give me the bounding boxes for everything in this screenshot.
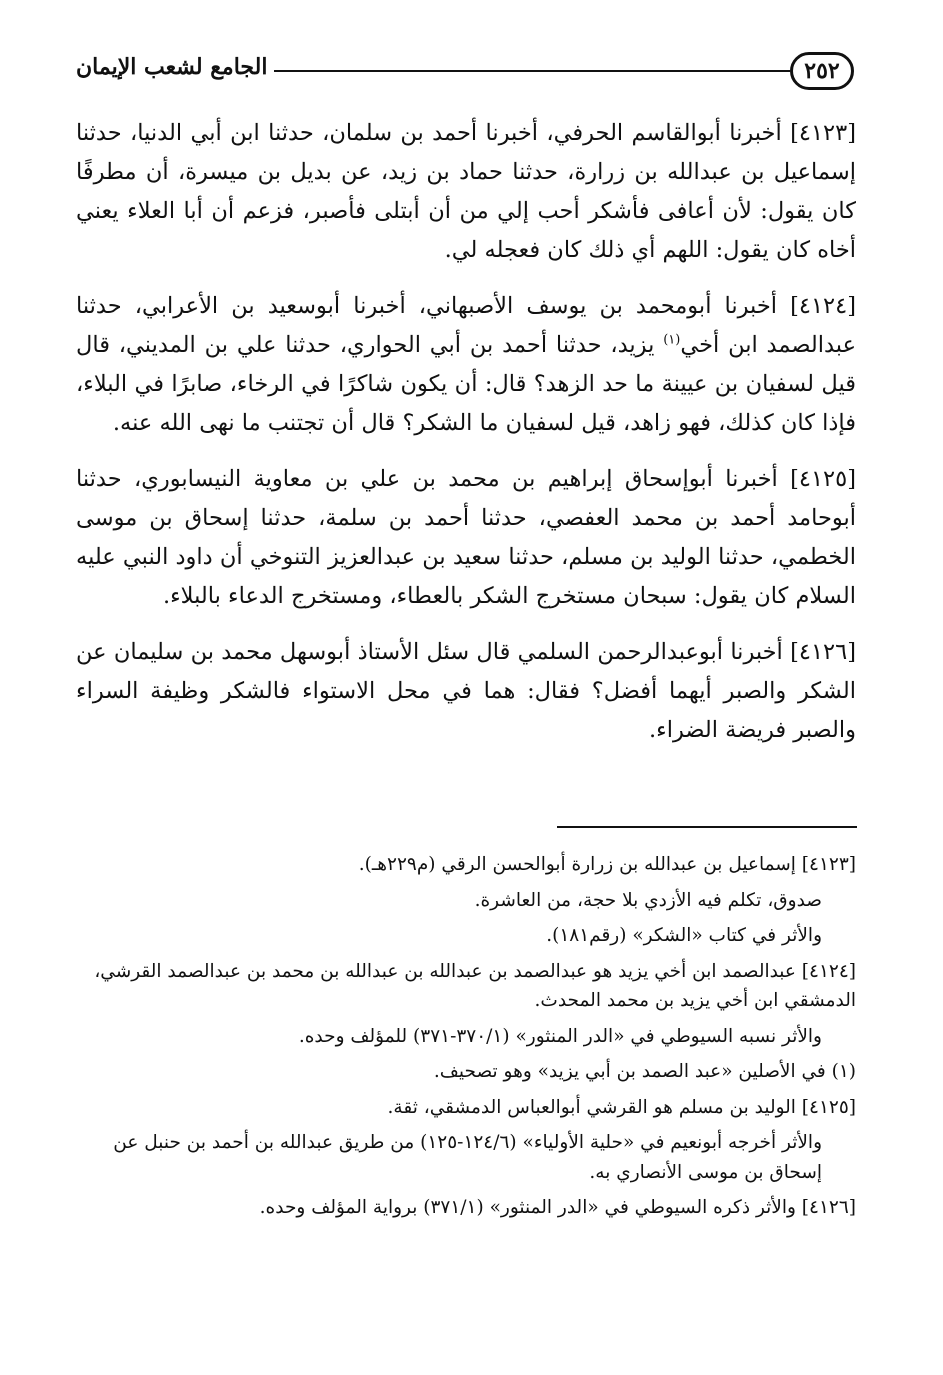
page-header [76, 40, 854, 104]
footnote-line: [٤١٢٤] عبدالصمد ابن أخي يزيد هو عبدالصمد بن عبدالله بن عبدالله بن محمد بن عبدالصمد القرشي، الدمشقي ابن أخي يزيد بن محمد المحدث. [94, 960, 856, 1011]
footnote-line: [٤١٢٦] والأثر ذكره السيوطي في «الدر المنثور» (٣٧١/١) برواية المؤلف وحده. [259, 1197, 856, 1218]
main-text [76, 114, 856, 767]
footnote-line: والأثر في كتاب «الشكر» (رقم١٨١). [546, 925, 822, 946]
hadith-paragraph-4123 [76, 114, 856, 270]
hadith-text-continued: يزيد، حدثنا أحمد بن أبي الحواري، حدثنا علي بن المديني، قال قيل لسفيان بن عيينة ما حد الزهد؟ قال: أن يكون شاكرًا في الرخاء، صابرًا في البلاء، فإذا كان كذلك، فهو زاهد، قيل لسفيان ما الشكر؟ قال أن تجتنب ما نهى الله عنه. [76, 332, 856, 436]
hadith-number: [٤١٢٣] [790, 120, 856, 146]
hadith-paragraph-4126 [76, 633, 856, 750]
footnote-line: والأثر أخرجه أبونعيم في «حلية الأولياء» (١٢٤/٦-١٢٥) من طريق عبدالله بن أحمد بن حنبل عن إسحاق بن موسى الأنصاري به. [113, 1132, 822, 1183]
hadith-text: أخبرنا أبوالقاسم الحرفي، أخبرنا أحمد بن سلمان، حدثنا ابن أبي الدنيا، حدثنا إسماعيل بن عبدالله بن زرارة، حدثنا حماد بن زيد، عن بديل بن ميسرة، أن مطرفًا كان يقول: لأن أعافى فأشكر أحب إلي من أن أبتلى فأصبر، فزعم أن أبا العلاء يعني أخاه كان يقول: اللهم أي ذلك كان فعجله لي. [76, 120, 856, 263]
footnote-line: (١) في الأصلين «عبد الصمد بن أبي يزيد» وهو تصحيف. [433, 1061, 856, 1082]
footnote-line: صدوق، تكلم فيه الأزدي بلا حجة، من العاشرة. [474, 889, 822, 911]
footnote-line: والأثر نسبه السيوطي في «الدر المنثور» (٣٧٠/١-٣٧١) للمؤلف وحده. [298, 1025, 822, 1047]
header-rule [274, 70, 790, 72]
hadith-number: [٤١٢٦] [790, 639, 856, 665]
footnote-divider [557, 826, 857, 828]
hadith-paragraph-4125 [76, 460, 856, 616]
hadith-text: أخبرنا أبوعبدالرحمن السلمي قال سئل الأستاذ أبوسهل محمد بن سليمان عن الشكر والصبر أيهما أفضل؟ فقال: هما في محل الاستواء فالشكر وظيفة السراء والصبر فريضة الضراء. [76, 639, 856, 743]
running-title: الجامع لشعب الإيمان [76, 54, 268, 80]
footnote-line: [٤١٢٣] إسماعيل بن عبدالله بن زرارة أبوالحسن الرقي (م٢٢٩هـ). [358, 854, 856, 875]
hadith-number: [٤١٢٤] [790, 293, 856, 319]
footnote-line: [٤١٢٥] الوليد بن مسلم هو القرشي أبوالعباس الدمشقي، ثقة. [387, 1096, 856, 1118]
page-number: ٢٥٢ [790, 52, 854, 90]
hadith-number: [٤١٢٥] [790, 466, 856, 492]
footnotes [76, 850, 856, 1229]
hadith-text: أخبرنا أبوإسحاق إبراهيم بن محمد بن علي بن معاوية النيسابوري، حدثنا أبوحامد أحمد بن محمد العفصي، حدثنا أحمد بن سلمة، حدثنا إسحاق بن موسى الخطمي، حدثنا الوليد بن مسلم، حدثنا سعيد بن عبدالعزيز التنوخي أن داود النبي عليه السلام كان يقول: سبحان مستخرج الشكر بالعطاء، ومستخرج الدعاء بالبلاء. [76, 466, 856, 609]
footnote-marker: (١) [663, 332, 681, 348]
hadith-text: أخبرنا أبومحمد بن يوسف الأصبهاني، أخبرنا أبوسعيد بن الأعرابي، حدثنا عبدالصمد ابن أخي [76, 293, 856, 358]
hadith-paragraph-4124 [76, 287, 856, 443]
